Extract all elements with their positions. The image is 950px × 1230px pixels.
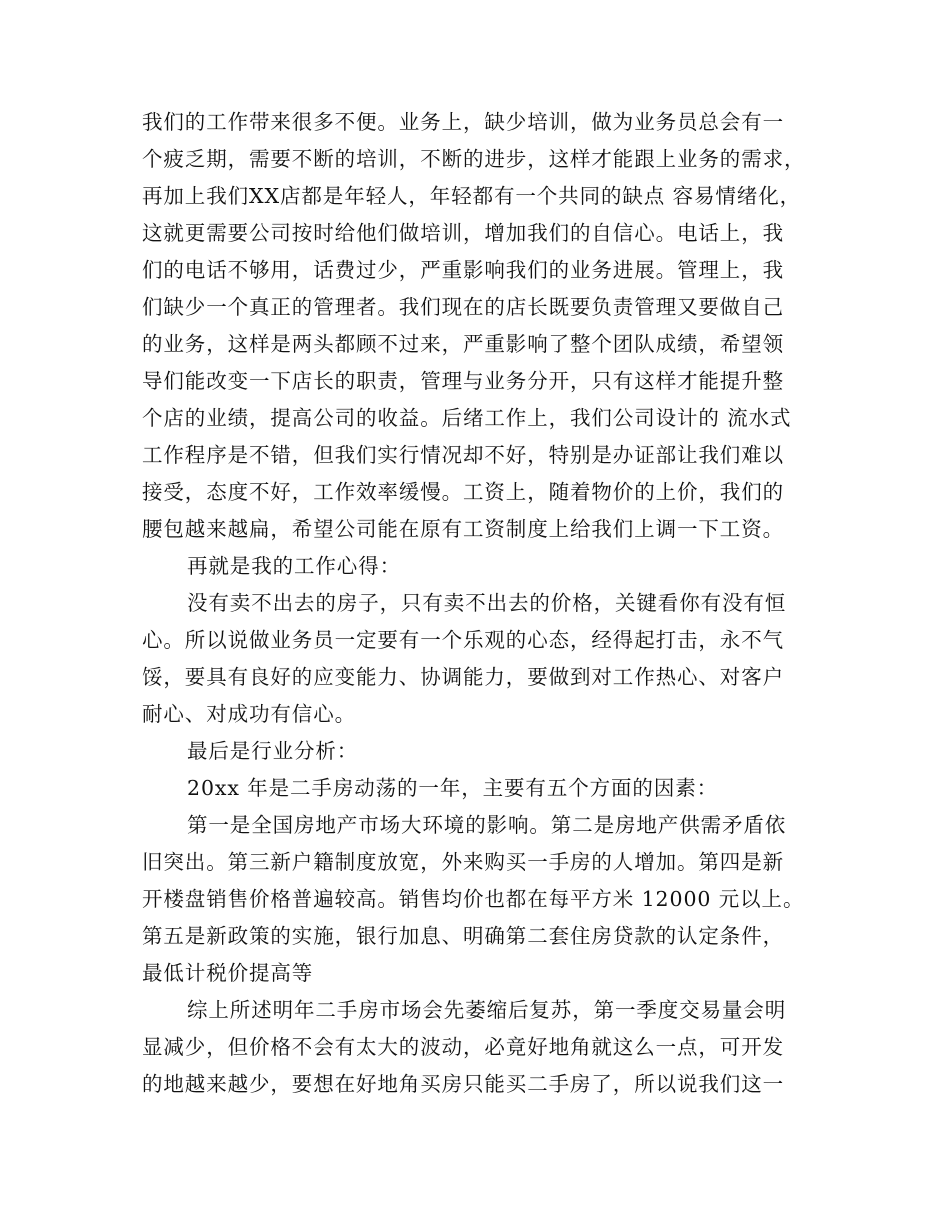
text-line: 开楼盘销售价格普遍较高。销售均价也都在每平方米 12000 元以上。 — [142, 887, 805, 911]
text-line: 这就更需要公司按时给他们做培训，增加我们的自信心。电话上，我 — [142, 221, 784, 245]
section-heading: 再就是我的工作心得： — [187, 554, 401, 578]
text-line: 20xx 年是二手房动荡的一年，主要有五个方面的因素： — [187, 776, 719, 800]
text-line: 心。所以说做业务员一定要有一个乐观的心态，经得起打击，永不气 — [142, 628, 784, 652]
text-line: 馁，要具有良好的应变能力、协调能力，要做到对工作热心、对客户 — [142, 665, 784, 689]
text-line: 第五是新政策的实施，银行加息、明确第二套住房贷款的认定条件， — [142, 924, 784, 948]
text-line: 接受，态度不好，工作效率缓慢。工资上，随着物价的上价，我们的 — [142, 480, 784, 504]
text-line: 最低计税价提高等 — [142, 961, 314, 985]
text-line: 第一是全国房地产市场大环境的影响。第二是房地产供需矛盾依 — [187, 813, 787, 837]
text-line: 旧突出。第三新户籍制度放宽，外来购买一手房的人增加。第四是新 — [142, 850, 784, 874]
text-line: 没有卖不出去的房子，只有卖不出去的价格，关键看你有没有恒 — [187, 591, 787, 615]
text-line: 的业务，这样是两头都顾不过来，严重影响了整个团队成绩，希望领 — [142, 332, 784, 356]
text-line: 们的电话不够用，话费过少，严重影响我们的业务进展。管理上，我 — [142, 258, 784, 282]
text-line: 个店的业绩，提高公司的收益。后绪工作上，我们公司设计的 流水式 — [142, 406, 792, 430]
text-line: 个疲乏期，需要不断的培训，不断的进步，这样才能跟上业务的需求， — [142, 147, 806, 171]
text-line: 显减少，但价格不会有太大的波动，必竟好地角就这么一点，可开发 — [142, 1035, 784, 1059]
text-line: 的地越来越少，要想在好地角买房只能买二手房了，所以说我们这一 — [142, 1072, 784, 1096]
text-line: 导们能改变一下店长的职责，管理与业务分开，只有这样才能提升整 — [142, 369, 784, 393]
text-line: 耐心、对成功有信心。 — [142, 702, 356, 726]
document-body — [142, 104, 808, 1103]
text-line: 腰包越来越扁，希望公司能在原有工资制度上给我们上调一下工资。 — [142, 517, 784, 541]
text-line: 工作程序是不错，但我们实行情况却不好，特别是办证部让我们难以 — [142, 443, 784, 467]
text-line: 再加上我们XX店都是年轻人，年轻都有一个共同的缺点 容易情绪化， — [142, 184, 802, 208]
text-line: 们缺少一个真正的管理者。我们现在的店长既要负责管理又要做自己 — [142, 295, 784, 319]
text-line: 综上所述明年二手房市场会先萎缩后复苏，第一季度交易量会明 — [187, 998, 787, 1022]
section-heading: 最后是行业分析： — [187, 739, 359, 763]
text-line: 我们的工作带来很多不便。业务上，缺少培训，做为业务员总会有一 — [142, 110, 784, 134]
